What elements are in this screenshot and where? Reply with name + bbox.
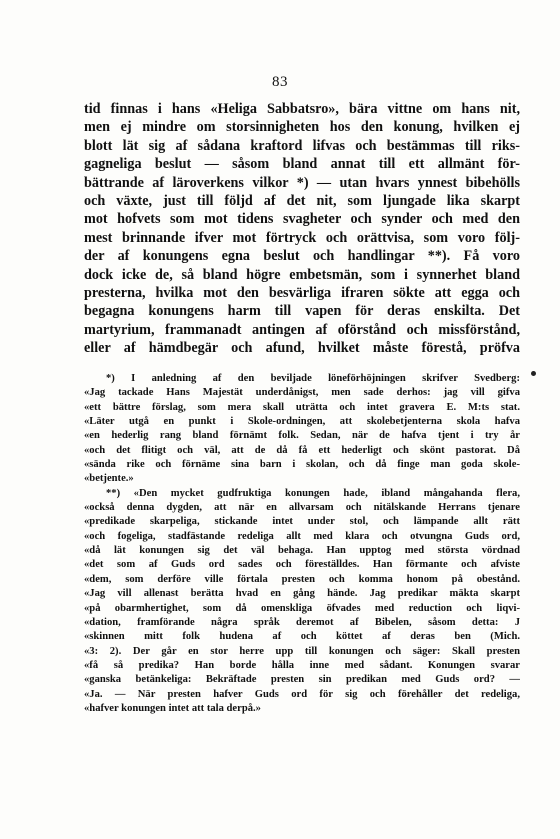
footnote-line: «Jag vill allenast berätta hvad en gång hände. Jag predikar mäkta skarpt — [84, 588, 520, 600]
footnote-line: **) «Den mycket gudfruktiga konungen hade, ibland mångahanda flera, — [106, 487, 520, 499]
footnote-line: «och fogeliga, stadfästande redeliga allt med klara och otvungna Guds ord, — [84, 530, 520, 542]
footnote-line: «och det flitigt och väl, att de då få ett hederligt och skönt pastorat. Då — [84, 444, 520, 456]
footnote-line: «ett bättre förslag, som mera skall uträtta och intet gravera E. M:ts stat. — [84, 401, 520, 413]
body-line: martyrium, frammanadt antingen af oförstånd och missförstånd, — [84, 321, 520, 338]
page-number: 83 — [272, 74, 288, 90]
body-line: och växte, just till följd af det nit, som ljungade lika skarpt — [84, 192, 520, 209]
footnote-line: «en hederlig rang bland förnämt folk. Sedan, när de hafva tjent i try år — [84, 430, 520, 442]
footnote-line: «få så predika? Han borde hålla inne med sådant. Konungen svarar — [84, 659, 520, 671]
body-line: begagna konungens harm till vapen för deras enskilta. Det — [84, 303, 520, 320]
footnotes — [84, 372, 520, 716]
footnote-line: «också denna dygden, att när en allvarsam och nitälskande Herrans tjenare — [84, 502, 520, 514]
body-line: mest brinnande ifver mot förtryck och orättvisa, som voro följ- — [84, 229, 520, 246]
footnote-line: «betjente.» — [84, 473, 134, 485]
footnote-line: «på obarmhertighet, som då omenskliga öfvades med reduction och liqvi- — [84, 602, 520, 614]
footnote-line: «hafver konungen intet att tala derpå.» — [84, 702, 261, 714]
footnote-line: «Jag tackade Hans Majestät underdånigst, men sade derhos: jag vill gifva — [84, 387, 520, 399]
body-line: blott lät sig af sådana kraftord lifvas och bestämmas till riks- — [84, 137, 520, 154]
footnote-line: «skinnen mitt folk hudena af och köttet af deras ben (Mich. — [84, 631, 520, 643]
body-line: tid finnas i hans «Heliga Sabbatsro», bära vittne om hans nit, — [84, 101, 520, 117]
footnote-line: «3: 2). Der går en stor herre upp till konungen och säger: Skall presten — [84, 645, 520, 657]
footnote-line: «då lät konungen sig det väl behaga. Han upptog med största vördnad — [84, 545, 520, 557]
body-text — [84, 100, 520, 357]
body-line: eller af hämdbegär och afund, hvilket måste förestå, pröfva — [84, 340, 520, 357]
footnote-line: «predikade skarpeliga, stickande intet under stol, och lämpande allt rätt — [84, 516, 520, 528]
body-line: men ej mindre om storsinnigheten hos den konung, hvilken ej — [84, 119, 520, 136]
body-line: presterna, hvilka mot den besvärliga ifraren sökte att egga och — [84, 284, 520, 301]
body-line: bättrande af läroverkens vilkor *) — utan hvars ynnest bibehölls — [84, 174, 520, 191]
body-line: der af konungens egna beslut och handlingar **). Få voro — [84, 248, 520, 265]
footnote-line: «dem, som derföre ville förtala presten och komma honom på obestånd. — [84, 573, 520, 585]
body-line: gagneliga beslut — såsom bland annat till ett allmänt för- — [84, 156, 520, 173]
footnote-line: «Ja. — När presten hafver Guds ord för sig och förehåller det redeliga, — [84, 688, 520, 700]
footnote-line: *) I anledning af den beviljade löneförhöjningen skrifver Svedberg: — [106, 373, 520, 384]
footnote-line: «ganska betänkeliga: Bekräftade presten sin predikan med Guds ord? — — [84, 674, 520, 686]
footnote-line: «Läter utgå en punkt i Skole-ordningen, att skolebetjenterna skola hafva — [84, 416, 520, 428]
footnote-line: «det som af Guds ord sades och föreställdes. Han förmante och afviste — [84, 559, 520, 571]
footnote-line: «sända rike och förnäme sina barn i skolan, och då finge man goda skole- — [84, 459, 520, 471]
body-line: dock icke de, så bland högre embetsmän, som i synnerhet bland — [84, 266, 520, 283]
margin-ink-dot — [531, 371, 536, 376]
footnote-line: «dation, framförande några språk deremot af Bibelen, såsom detta: J — [84, 616, 520, 628]
body-line: mot hofvets som mot tidens svagheter och synder och med den — [84, 211, 520, 228]
